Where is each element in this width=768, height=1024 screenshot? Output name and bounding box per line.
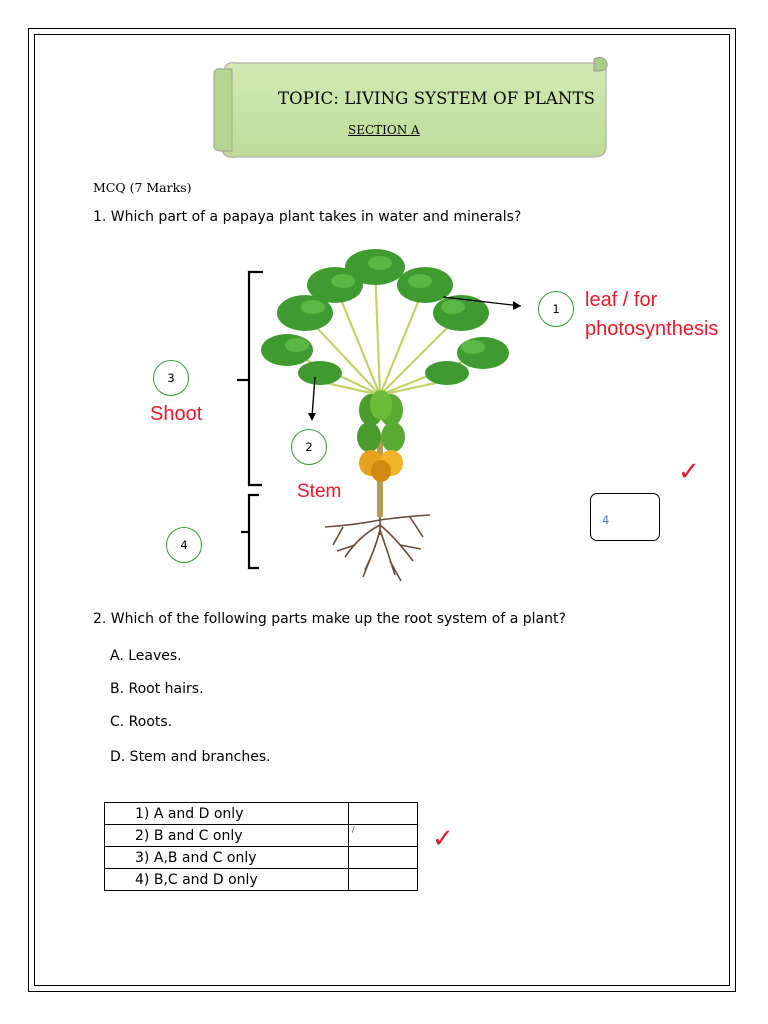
tick-mark-q2-icon: ✓ [432,824,454,854]
choice-2-answer-cell[interactable] [349,825,418,847]
root-bracket [249,495,259,568]
table-row [105,825,418,847]
roots-icon [325,513,430,581]
table-row [105,803,418,825]
choice-1-answer-cell[interactable] [349,803,418,825]
option-c: C. Roots. [110,714,173,730]
mcq-heading: MCQ (7 Marks) [93,180,192,195]
section-heading: SECTION A [348,123,420,137]
topic-title: TOPIC: LIVING SYSTEM OF PLANTS [278,89,595,108]
leaves-icon [261,249,509,385]
question-1-text: 1. Which part of a papaya plant takes in water and minerals? [93,209,522,225]
label-circle-4: 4 [166,527,202,563]
shoot-bracket [249,272,263,485]
label-circle-2: 2 [291,429,327,465]
table-row [105,847,418,869]
choice-2-label: 2) B and C only [105,825,349,847]
annotation-stem: Stem [297,481,342,502]
option-b: B. Root hairs. [110,681,204,697]
choice-1-label: 1) A and D only [105,803,349,825]
answer-q1-value: 4 [602,513,610,527]
option-d: D. Stem and branches. [110,749,271,765]
choice-4-label: 4) B,C and D only [105,869,349,891]
choice-2-mark: / [352,825,355,834]
label-circle-1: 1 [538,291,574,327]
choice-3-label: 3) A,B and C only [105,847,349,869]
annotation-leaf-line1: leaf / for [585,289,658,311]
answer-choice-table [104,802,418,891]
label-circle-3: 3 [153,360,189,396]
question-2-text: 2. Which of the following parts make up the root system of a plant? [93,611,566,627]
topic-banner-scroll [210,55,615,167]
answer-box-q1[interactable] [590,493,660,541]
table-row [105,869,418,891]
choice-4-answer-cell[interactable] [349,869,418,891]
choice-3-answer-cell[interactable] [349,847,418,869]
option-a: A. Leaves. [110,648,182,664]
annotation-leaf-line2: photosynthesis [585,318,719,340]
papaya-plant-diagram [225,245,535,595]
tick-mark-q1-icon: ✓ [678,457,700,487]
annotation-shoot: Shoot [150,403,203,425]
